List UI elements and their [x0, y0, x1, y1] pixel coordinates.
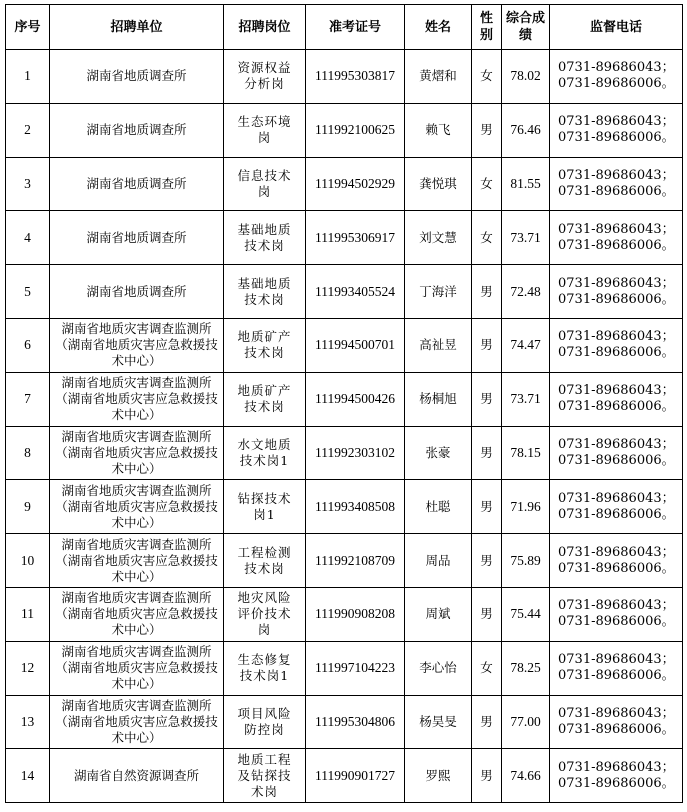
table-row [6, 372, 683, 426]
row-phone [550, 211, 683, 265]
row-unit: 湖南省地质灾害调查监测所（湖南省地质灾害应急救援技术中心） [50, 587, 224, 641]
table-row [6, 103, 683, 157]
row-score: 77.00 [502, 695, 550, 749]
row-seq: 10 [6, 534, 50, 588]
row-phone [550, 749, 683, 803]
row-position: 信息技术岗 [224, 157, 306, 211]
row-ticket: 111995304806 [306, 695, 405, 749]
phone-number: 0731-89686043； [558, 167, 675, 183]
table-row [6, 695, 683, 749]
row-phone [550, 587, 683, 641]
row-unit: 湖南省地质灾害调查监测所（湖南省地质灾害应急救援技术中心） [50, 426, 224, 480]
row-ticket: 111992303102 [306, 426, 405, 480]
row-position: 生态环境岗 [224, 103, 306, 157]
phone-number: 0731-89686043； [558, 436, 675, 452]
row-unit: 湖南省地质灾害调查监测所（湖南省地质灾害应急救援技术中心） [50, 534, 224, 588]
row-position: 工程检测技术岗 [224, 534, 306, 588]
phone-number: 0731-89686006。 [558, 721, 675, 737]
row-name: 李心怡 [405, 641, 472, 695]
table-row [6, 318, 683, 372]
row-gender: 男 [472, 265, 502, 319]
row-unit: 湖南省地质灾害调查监测所（湖南省地质灾害应急救援技术中心） [50, 641, 224, 695]
row-score: 74.66 [502, 749, 550, 803]
row-gender: 女 [472, 157, 502, 211]
row-position: 水文地质技术岗1 [224, 426, 306, 480]
row-unit: 湖南省地质调查所 [50, 157, 224, 211]
row-ticket: 111995306917 [306, 211, 405, 265]
table-row [6, 265, 683, 319]
row-position: 地质矿产技术岗 [224, 372, 306, 426]
row-position: 地质工程及钻探技术岗 [224, 749, 306, 803]
row-gender: 男 [472, 695, 502, 749]
phone-number: 0731-89686043； [558, 759, 675, 775]
row-name: 周斌 [405, 587, 472, 641]
row-ticket: 111992100625 [306, 103, 405, 157]
row-phone [550, 695, 683, 749]
row-seq: 5 [6, 265, 50, 319]
header-unit: 招聘单位 [50, 5, 224, 50]
header-row [6, 5, 683, 50]
row-gender: 男 [472, 103, 502, 157]
header-score: 综合成绩 [502, 5, 550, 50]
header-phone: 监督电话 [550, 5, 683, 50]
phone-number: 0731-89686006。 [558, 345, 675, 361]
table-row [6, 157, 683, 211]
row-unit: 湖南省地质调查所 [50, 211, 224, 265]
row-gender: 男 [472, 587, 502, 641]
row-name: 丁海洋 [405, 265, 472, 319]
table-body [6, 50, 683, 803]
row-seq: 12 [6, 641, 50, 695]
row-phone [550, 372, 683, 426]
row-ticket: 111990908208 [306, 587, 405, 641]
row-score: 71.96 [502, 480, 550, 534]
row-gender: 男 [472, 372, 502, 426]
row-unit: 湖南省地质调查所 [50, 103, 224, 157]
phone-number: 0731-89686043； [558, 544, 675, 560]
row-unit: 湖南省地质灾害调查监测所（湖南省地质灾害应急救援技术中心） [50, 372, 224, 426]
table-row [6, 534, 683, 588]
row-position: 基础地质技术岗 [224, 211, 306, 265]
row-ticket: 111993405524 [306, 265, 405, 319]
row-seq: 6 [6, 318, 50, 372]
row-unit: 湖南省地质调查所 [50, 265, 224, 319]
row-seq: 7 [6, 372, 50, 426]
row-seq: 9 [6, 480, 50, 534]
row-position: 地灾风险评价技术岗 [224, 587, 306, 641]
phone-number: 0731-89686043； [558, 652, 675, 668]
row-name: 杨桐旭 [405, 372, 472, 426]
row-ticket: 111997104223 [306, 641, 405, 695]
phone-number: 0731-89686006。 [558, 506, 675, 522]
row-score: 81.55 [502, 157, 550, 211]
row-seq: 1 [6, 50, 50, 104]
table-row [6, 587, 683, 641]
row-score: 78.25 [502, 641, 550, 695]
row-phone [550, 157, 683, 211]
phone-number: 0731-89686006。 [558, 560, 675, 576]
table-row [6, 211, 683, 265]
row-unit: 湖南省地质灾害调查监测所（湖南省地质灾害应急救援技术中心） [50, 695, 224, 749]
table-row [6, 480, 683, 534]
table-row [6, 50, 683, 104]
row-ticket: 111990901727 [306, 749, 405, 803]
row-name: 黄熠和 [405, 50, 472, 104]
row-seq: 14 [6, 749, 50, 803]
row-phone [550, 50, 683, 104]
row-name: 杨昊旻 [405, 695, 472, 749]
row-phone [550, 426, 683, 480]
row-seq: 2 [6, 103, 50, 157]
row-seq: 11 [6, 587, 50, 641]
row-gender: 男 [472, 318, 502, 372]
phone-number: 0731-89686043； [558, 490, 675, 506]
row-phone [550, 103, 683, 157]
row-unit: 湖南省自然资源调查所 [50, 749, 224, 803]
row-ticket: 111994500701 [306, 318, 405, 372]
row-name: 张豪 [405, 426, 472, 480]
row-gender: 男 [472, 534, 502, 588]
row-gender: 男 [472, 426, 502, 480]
row-score: 72.48 [502, 265, 550, 319]
header-seq: 序号 [6, 5, 50, 50]
row-position: 资源权益分析岗 [224, 50, 306, 104]
row-score: 73.71 [502, 372, 550, 426]
row-ticket: 111994502929 [306, 157, 405, 211]
row-position: 生态修复技术岗1 [224, 641, 306, 695]
phone-number: 0731-89686043； [558, 598, 675, 614]
phone-number: 0731-89686006。 [558, 452, 675, 468]
row-ticket: 111994500426 [306, 372, 405, 426]
results-table [5, 4, 683, 803]
row-phone [550, 318, 683, 372]
phone-number: 0731-89686043； [558, 275, 675, 291]
row-score: 78.15 [502, 426, 550, 480]
phone-number: 0731-89686043； [558, 221, 675, 237]
row-position: 钻探技术岗1 [224, 480, 306, 534]
row-score: 73.71 [502, 211, 550, 265]
header-position: 招聘岗位 [224, 5, 306, 50]
phone-number: 0731-89686006。 [558, 237, 675, 253]
row-phone [550, 480, 683, 534]
row-ticket: 111995303817 [306, 50, 405, 104]
row-name: 龚悦琪 [405, 157, 472, 211]
phone-number: 0731-89686043； [558, 383, 675, 399]
table-row [6, 426, 683, 480]
phone-number: 0731-89686006。 [558, 614, 675, 630]
row-gender: 女 [472, 641, 502, 695]
row-score: 75.44 [502, 587, 550, 641]
row-name: 罗熙 [405, 749, 472, 803]
row-score: 76.46 [502, 103, 550, 157]
row-phone [550, 265, 683, 319]
row-gender: 男 [472, 749, 502, 803]
row-position: 基础地质技术岗 [224, 265, 306, 319]
table-row [6, 749, 683, 803]
phone-number: 0731-89686043； [558, 705, 675, 721]
row-ticket: 111993408508 [306, 480, 405, 534]
row-name: 赖飞 [405, 103, 472, 157]
row-name: 杜聪 [405, 480, 472, 534]
row-score: 74.47 [502, 318, 550, 372]
phone-number: 0731-89686006。 [558, 291, 675, 307]
row-phone [550, 641, 683, 695]
phone-number: 0731-89686006。 [558, 76, 675, 92]
row-gender: 女 [472, 50, 502, 104]
row-name: 周品 [405, 534, 472, 588]
row-gender: 女 [472, 211, 502, 265]
header-name: 姓名 [405, 5, 472, 50]
header-gender: 性别 [472, 5, 502, 50]
phone-number: 0731-89686006。 [558, 183, 675, 199]
row-phone [550, 534, 683, 588]
row-gender: 男 [472, 480, 502, 534]
phone-number: 0731-89686006。 [558, 399, 675, 415]
row-position: 项目风险防控岗 [224, 695, 306, 749]
row-unit: 湖南省地质灾害调查监测所（湖南省地质灾害应急救援技术中心） [50, 318, 224, 372]
row-score: 75.89 [502, 534, 550, 588]
row-position: 地质矿产技术岗 [224, 318, 306, 372]
row-seq: 13 [6, 695, 50, 749]
header-ticket: 准考证号 [306, 5, 405, 50]
phone-number: 0731-89686043； [558, 329, 675, 345]
row-ticket: 111992108709 [306, 534, 405, 588]
row-seq: 4 [6, 211, 50, 265]
phone-number: 0731-89686043； [558, 114, 675, 130]
row-unit: 湖南省地质调查所 [50, 50, 224, 104]
table-row [6, 641, 683, 695]
phone-number: 0731-89686006。 [558, 775, 675, 791]
row-score: 78.02 [502, 50, 550, 104]
phone-number: 0731-89686043； [558, 60, 675, 76]
row-name: 刘文慧 [405, 211, 472, 265]
row-seq: 8 [6, 426, 50, 480]
row-name: 高祉昱 [405, 318, 472, 372]
phone-number: 0731-89686006。 [558, 668, 675, 684]
phone-number: 0731-89686006。 [558, 130, 675, 146]
row-seq: 3 [6, 157, 50, 211]
row-unit: 湖南省地质灾害调查监测所（湖南省地质灾害应急救援技术中心） [50, 480, 224, 534]
